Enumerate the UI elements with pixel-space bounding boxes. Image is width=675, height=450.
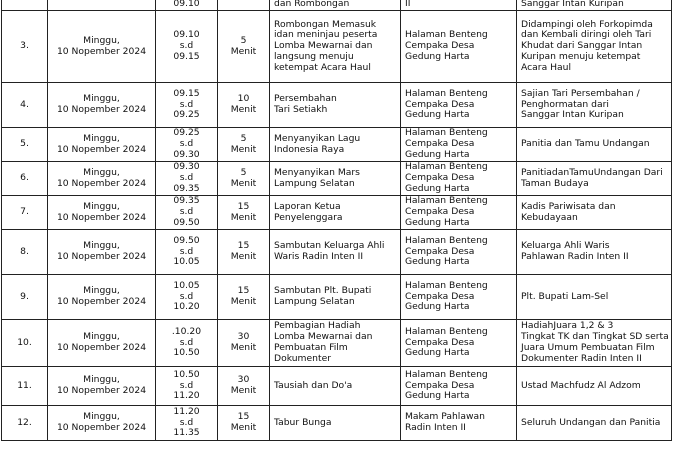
table-row: [2, 406, 672, 441]
activity-line: Sambutan Keluarga Ahli: [274, 240, 385, 252]
row-number: 12.: [17, 416, 32, 428]
time-cell: [156, 128, 218, 162]
time-separator: s.d: [179, 379, 194, 391]
location-line: Halaman Benteng: [405, 368, 488, 380]
note-line: Kebudayaan: [521, 211, 578, 223]
row-number-cell: [2, 367, 48, 406]
time-cell: [156, 162, 218, 196]
duration-unit: Menit: [230, 251, 257, 262]
location-line: Halaman Benteng: [405, 195, 488, 207]
location-line: Gedung Harta: [405, 347, 470, 359]
note-cell: [517, 0, 672, 11]
note-line: Khudat dari Sanggar Intan: [521, 40, 643, 52]
location-cell: [401, 320, 517, 367]
row-number-cell: [2, 196, 48, 230]
activity-line: Dokumenter: [274, 352, 332, 364]
location-line: Cempaka Desa: [405, 290, 475, 302]
activity-line: Menyanyikan Lagu: [274, 132, 361, 144]
duration-unit: Menit: [230, 422, 257, 433]
note-cell: [517, 128, 672, 162]
activity-line: Pembuatan Film: [274, 342, 348, 353]
activity-line: Persembahan: [274, 93, 337, 105]
date-label: 10 Nopember 2024: [56, 422, 147, 433]
date-label: 10 Nopember 2024: [56, 143, 147, 155]
activity-cell: [270, 406, 401, 441]
location-line: Cempaka Desa: [405, 336, 475, 348]
duration-unit: Menit: [230, 177, 257, 189]
note-line: Acara Haul: [521, 61, 572, 73]
time-end: 09.30: [173, 148, 200, 160]
location-line: Gedung Harta: [405, 50, 470, 62]
activity-line: Lampung Selatan: [274, 296, 355, 307]
location-line: Halaman Benteng: [405, 325, 488, 337]
activity-line: Lomba Mewarnai dan: [274, 331, 373, 343]
location-line: Gedung Harta: [405, 109, 470, 121]
row-number: 7.: [20, 206, 29, 218]
date-cell: [48, 0, 156, 11]
date-cell: [48, 11, 156, 83]
time-start: 11.20: [173, 405, 200, 417]
row-number-cell: [2, 128, 48, 162]
date-label: 10 Nopember 2024: [56, 251, 147, 262]
time-separator: s.d: [179, 138, 194, 150]
note-line: Penghormatan dari: [521, 98, 609, 110]
time-start: 09.35: [173, 195, 200, 207]
time-cell: [156, 275, 218, 320]
time-start: 09.10: [173, 29, 200, 41]
note-line: Kadis Pariwisata dan: [521, 200, 616, 212]
activity-line: ketempat Acara Haul: [274, 61, 371, 73]
activity-line: Waris Radin Inten II: [274, 251, 364, 262]
activity-fragment: dan Rombongan: [274, 0, 350, 10]
row-number-cell: [2, 83, 48, 128]
day-label: Minggu,: [83, 132, 120, 144]
note-line: Sajian Tari Persembahan /: [521, 87, 640, 99]
duration-value: 10: [237, 93, 250, 105]
note-line: Ustad Machfudz Al Adzom: [521, 379, 641, 391]
activity-cell: [270, 367, 401, 406]
time-cell: [156, 0, 218, 11]
activity-cell: [270, 83, 401, 128]
duration-unit: Menit: [230, 104, 257, 115]
time-end: 11.35: [173, 427, 200, 439]
time-start: 09.15: [173, 87, 200, 99]
note-line: Juara Umum Pembuatan Film: [521, 342, 655, 353]
duration-value: 15: [237, 200, 250, 212]
time-separator: s.d: [179, 245, 194, 257]
table-row: [2, 196, 672, 230]
time-start: 09.50: [173, 234, 200, 246]
duration-value: 5: [240, 34, 247, 46]
date-cell: [48, 320, 156, 367]
location-line: Halaman Benteng: [405, 279, 488, 291]
event-schedule-table: [1, 0, 672, 441]
table-row-partial: [2, 0, 672, 11]
time-end: 09.25: [173, 109, 200, 121]
time-start: 10.05: [173, 279, 200, 291]
location-cell: [401, 275, 517, 320]
location-line: Gedung Harta: [405, 148, 470, 160]
time-separator: s.d: [179, 98, 194, 110]
duration-cell: [218, 320, 270, 367]
duration-value: 30: [237, 331, 250, 343]
activity-cell: [270, 11, 401, 83]
note-line: Panitia dan Tamu Undangan: [521, 138, 650, 150]
date-cell: [48, 196, 156, 230]
activity-line: Lomba Mewarnai dan: [274, 40, 373, 52]
duration-unit: Menit: [230, 296, 257, 307]
duration-unit: Menit: [230, 342, 257, 353]
duration-cell: [218, 0, 270, 11]
date-cell: [48, 230, 156, 275]
location-line: Makam Pahlawan: [405, 411, 485, 423]
duration-value: 15: [237, 285, 250, 297]
duration-value: 5: [240, 166, 247, 178]
duration-cell: [218, 11, 270, 83]
date-label: 10 Nopember 2024: [56, 342, 147, 353]
row-number-cell: [2, 162, 48, 196]
time-cell: [156, 230, 218, 275]
row-number-cell: [2, 0, 48, 11]
day-label: Minggu,: [83, 240, 120, 252]
duration-value: 15: [237, 240, 250, 252]
activity-cell: [270, 196, 401, 230]
time-end: 11.20: [173, 390, 200, 402]
row-number: 3.: [20, 40, 29, 52]
row-number-cell: [2, 406, 48, 441]
duration-cell: [218, 406, 270, 441]
duration-value: 15: [237, 411, 250, 423]
day-label: Minggu,: [83, 34, 120, 46]
note-cell: [517, 320, 672, 367]
note-line: Dokumenter Radin Inten II: [521, 352, 642, 364]
location-line: Cempaka Desa: [405, 40, 475, 52]
day-label: Minggu,: [83, 285, 120, 297]
location-fragment: II: [405, 0, 411, 10]
activity-line: Tabur Bunga: [274, 416, 332, 428]
activity-line: Menyanyikan Mars: [274, 166, 360, 178]
date-cell: [48, 367, 156, 406]
time-separator: s.d: [179, 290, 194, 302]
location-line: Halaman Benteng: [405, 29, 488, 41]
activity-line: Pembagian Hadiah: [274, 320, 361, 332]
duration-unit: Menit: [230, 385, 257, 396]
location-cell: [401, 0, 517, 11]
note-cell: [517, 406, 672, 441]
day-label: Minggu,: [83, 200, 120, 212]
location-cell: [401, 11, 517, 83]
duration-unit: Menit: [230, 45, 257, 57]
location-line: Halaman Benteng: [405, 87, 488, 99]
location-line: Radin Inten II: [405, 422, 466, 433]
time-cell: [156, 367, 218, 406]
row-number: 4.: [20, 98, 29, 110]
duration-unit: Menit: [230, 211, 257, 223]
location-cell: [401, 367, 517, 406]
row-number-cell: [2, 275, 48, 320]
duration-cell: [218, 230, 270, 275]
location-line: Cempaka Desa: [405, 379, 475, 391]
time-separator: s.d: [179, 206, 194, 218]
note-cell: [517, 275, 672, 320]
table-row: [2, 128, 672, 162]
date-cell: [48, 162, 156, 196]
duration-cell: [218, 128, 270, 162]
note-line: Kuripan menuju ketempat: [521, 50, 641, 62]
date-label: 10 Nopember 2024: [56, 104, 147, 115]
note-line: Taman Budaya: [521, 177, 589, 189]
time-cell: [156, 11, 218, 83]
table-row: [2, 83, 672, 128]
location-cell: [401, 128, 517, 162]
date-label: 10 Nopember 2024: [56, 45, 147, 57]
time-start: 09.25: [173, 127, 200, 139]
time-cell: [156, 320, 218, 367]
date-cell: [48, 128, 156, 162]
table-row: [2, 11, 672, 83]
table-row: [2, 162, 672, 196]
time-separator: s.d: [179, 416, 194, 428]
location-cell: [401, 83, 517, 128]
note-cell: [517, 196, 672, 230]
activity-line: Sambutan Plt. Bupati: [274, 285, 372, 297]
note-cell: [517, 83, 672, 128]
date-label: 10 Nopember 2024: [56, 385, 147, 396]
note-line: HadiahJuara 1,2 & 3: [521, 320, 614, 332]
day-label: Minggu,: [83, 331, 120, 343]
date-cell: [48, 275, 156, 320]
activity-cell: [270, 275, 401, 320]
location-line: Cempaka Desa: [405, 172, 475, 184]
day-label: Minggu,: [83, 166, 120, 178]
row-number: 5.: [20, 138, 29, 150]
note-cell: [517, 367, 672, 406]
location-line: Halaman Benteng: [405, 234, 488, 246]
activity-line: Indonesia Raya: [274, 143, 345, 155]
note-line: PanitiadanTamuUndangan Dari: [521, 166, 663, 178]
location-line: Gedung Harta: [405, 301, 470, 313]
activity-line: Laporan Ketua: [274, 200, 341, 212]
location-line: Cempaka Desa: [405, 138, 475, 150]
date-label: 10 Nopember 2024: [56, 177, 147, 189]
table-row: [2, 320, 672, 367]
location-cell: [401, 162, 517, 196]
date-label: 10 Nopember 2024: [56, 211, 147, 223]
activity-line: Tari Setiakh: [274, 104, 328, 115]
row-number: 10.: [17, 336, 32, 348]
duration-cell: [218, 367, 270, 406]
activity-cell: [270, 128, 401, 162]
date-cell: [48, 83, 156, 128]
activity-cell: [270, 162, 401, 196]
duration-value: 5: [240, 132, 247, 144]
note-line: dan Kembali diringi oleh Tari: [521, 29, 652, 41]
date-cell: [48, 406, 156, 441]
time-start: 09.30: [173, 161, 200, 173]
note-line: Sanggar Intan Kuripan: [521, 109, 624, 121]
row-number: 11.: [17, 379, 32, 391]
duration-cell: [218, 83, 270, 128]
time-start: 10.50: [173, 368, 200, 380]
activity-line: langsung menuju: [274, 50, 354, 62]
activity-cell: [270, 230, 401, 275]
location-cell: [401, 196, 517, 230]
time-end: 10.50: [173, 347, 200, 359]
activity-cell: [270, 0, 401, 11]
location-cell: [401, 230, 517, 275]
location-line: Cempaka Desa: [405, 206, 475, 218]
note-line: Plt. Bupati Lam-Sel: [521, 290, 609, 302]
note-cell: [517, 230, 672, 275]
activity-line: Lampung Selatan: [274, 177, 355, 189]
day-label: Minggu,: [83, 411, 120, 423]
row-number-cell: [2, 230, 48, 275]
time-separator: s.d: [179, 336, 194, 348]
time-end: 10.20: [173, 301, 200, 313]
activity-line: Rombongan Memasuk: [274, 18, 377, 30]
time-separator: s.d: [179, 172, 194, 184]
row-number: 8.: [20, 245, 29, 257]
time-end: 09.50: [173, 216, 200, 228]
row-number: 6.: [20, 172, 29, 184]
duration-cell: [218, 275, 270, 320]
day-label: Minggu,: [83, 374, 120, 386]
note-line: Seluruh Undangan dan Panitia: [521, 416, 661, 428]
table-row: [2, 275, 672, 320]
location-line: Gedung Harta: [405, 182, 470, 194]
note-fragment: Sanggar Intan Kuripan: [521, 0, 624, 10]
duration-unit: Menit: [230, 143, 257, 155]
activity-line: Tausiah dan Do'a: [274, 379, 353, 391]
location-cell: [401, 406, 517, 441]
time-start: .10.20: [171, 325, 202, 337]
note-line: Didampingi oleh Forkopimda: [521, 18, 653, 30]
duration-cell: [218, 196, 270, 230]
location-line: Halaman Benteng: [405, 127, 488, 139]
location-line: Gedung Harta: [405, 390, 470, 402]
location-line: Cempaka Desa: [405, 245, 475, 257]
time-cell: [156, 406, 218, 441]
location-line: Gedung Harta: [405, 216, 470, 228]
time-cell: [156, 196, 218, 230]
time-separator: s.d: [179, 40, 194, 52]
row-number-cell: [2, 11, 48, 83]
time-end: 10.05: [173, 256, 200, 268]
table-row: [2, 230, 672, 275]
activity-cell: [270, 320, 401, 367]
note-cell: [517, 11, 672, 83]
time-end: 09.35: [173, 182, 200, 194]
note-line: Tingkat TK dan Tingkat SD serta: [521, 331, 669, 343]
note-line: Keluarga Ahli Waris: [521, 240, 610, 252]
location-line: Halaman Benteng: [405, 161, 488, 173]
time-end: 09.15: [173, 50, 200, 62]
row-number-cell: [2, 320, 48, 367]
location-line: Cempaka Desa: [405, 98, 475, 110]
activity-line: idan meninjau peserta: [274, 29, 378, 41]
note-cell: [517, 162, 672, 196]
table-row: [2, 367, 672, 406]
duration-cell: [218, 162, 270, 196]
date-label: 10 Nopember 2024: [56, 296, 147, 307]
time-fragment: 09.10: [173, 0, 200, 10]
day-label: Minggu,: [83, 93, 120, 105]
time-cell: [156, 83, 218, 128]
row-number: 9.: [20, 290, 29, 302]
note-line: Pahlawan Radin Inten II: [521, 251, 629, 262]
duration-value: 30: [237, 374, 250, 386]
activity-line: Penyelenggara: [274, 211, 343, 223]
location-line: Gedung Harta: [405, 256, 470, 268]
